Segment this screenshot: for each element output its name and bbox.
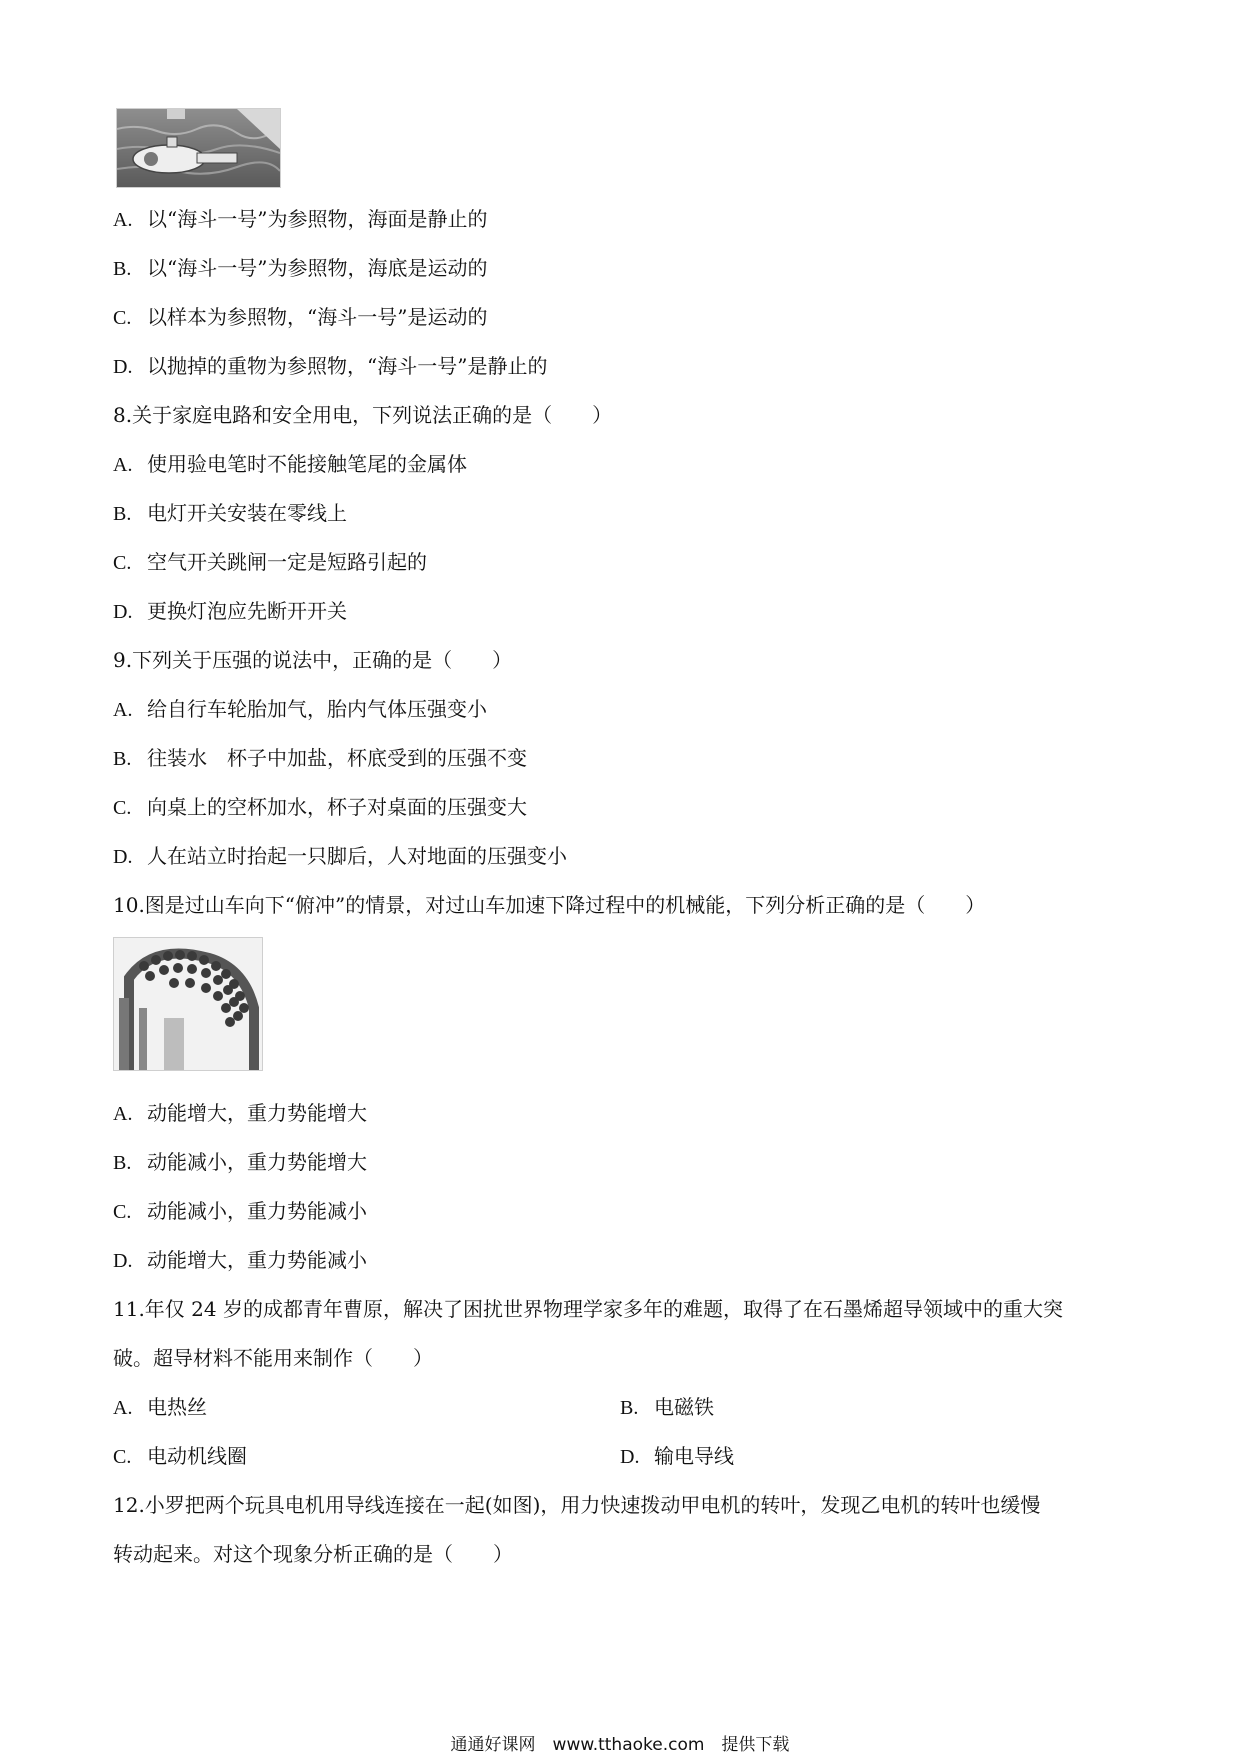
q10-stem: 10.图是过山车向下“俯冲”的情景，对过山车加速下降过程中的机械能，下列分析正确的是（ ） [113, 893, 986, 917]
q10-option-d: D. 动能增大，重力势能减小 [113, 1248, 367, 1272]
q7-option-a: A. 以“海斗一号”为参照物，海面是静止的 [113, 207, 488, 231]
q12-stem-line1: 12.小罗把两个玩具电机用导线连接在一起(如图)，用力快速拨动甲电机的转叶，发现乙电机的转叶也缓慢 [113, 1493, 1041, 1517]
q8-option-d: D. 更换灯泡应先断开开关 [113, 599, 347, 623]
q8-stem: 8.关于家庭电路和安全用电，下列说法正确的是（ ） [113, 403, 613, 427]
q7-option-c: C. 以样本为参照物，“海斗一号”是运动的 [113, 305, 488, 329]
q11-stem-line2: 破。超导材料不能用来制作（ ） [113, 1346, 433, 1370]
q11-option-b: B. 电磁铁 [620, 1395, 714, 1419]
page-footer: 通通好课网 www.tthaoke.com 提供下载 [450, 1735, 790, 1754]
q10-option-a: A. 动能增大，重力势能增大 [113, 1101, 367, 1125]
q8-option-a: A. 使用验电笔时不能接触笔尾的金属体 [113, 452, 467, 476]
q9-option-a: A. 给自行车轮胎加气，胎内气体压强变小 [113, 697, 487, 721]
q10-option-c: C. 动能减小，重力势能减小 [113, 1199, 367, 1223]
q7-option-b: B. 以“海斗一号”为参照物，海底是运动的 [113, 256, 488, 280]
q11-option-d: D. 输电导线 [620, 1444, 734, 1468]
q11-option-a: A. 电热丝 [113, 1395, 207, 1419]
q10-option-b: B. 动能减小，重力势能增大 [113, 1150, 367, 1174]
roller-coaster-illustration [114, 938, 262, 1070]
q9-stem: 9.下列关于压强的说法中，正确的是（ ） [113, 648, 513, 672]
submersible-illustration [117, 109, 280, 187]
roller-coaster-photo [113, 937, 263, 1071]
q12-stem-line2: 转动起来。对这个现象分析正确的是（ ） [113, 1542, 513, 1566]
submersible-photo [116, 108, 281, 188]
q7-option-d: D. 以抛掉的重物为参照物，“海斗一号”是静止的 [113, 354, 548, 378]
q9-option-d: D. 人在站立时抬起一只脚后，人对地面的压强变小 [113, 844, 567, 868]
q11-stem-line1: 11.年仅 24 岁的成都青年曹原，解决了困扰世界物理学家多年的难题，取得了在石墨烯超导领域中的重大突 [113, 1297, 1063, 1321]
q9-option-b: B. 往装水 杯子中加盐，杯底受到的压强不变 [113, 746, 527, 770]
q8-option-c: C. 空气开关跳闸一定是短路引起的 [113, 550, 427, 574]
q9-option-c: C. 向桌上的空杯加水，杯子对桌面的压强变大 [113, 795, 527, 819]
q8-option-b: B. 电灯开关安装在零线上 [113, 501, 347, 525]
q11-option-c: C. 电动机线圈 [113, 1444, 247, 1468]
